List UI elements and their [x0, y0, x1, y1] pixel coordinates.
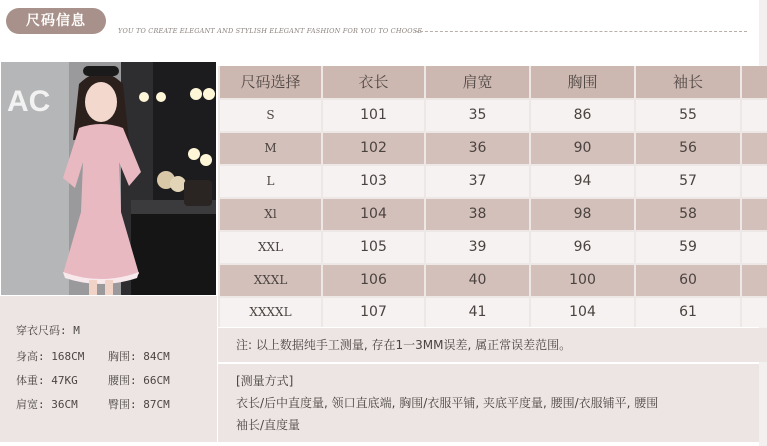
table-cell-sleeve: 58	[636, 199, 740, 230]
table-cell-size: Xl	[220, 199, 321, 230]
table-cell-shoulder: 38	[426, 199, 529, 230]
table-cell-overflow	[742, 298, 767, 327]
model-hip: 臀围: 87CM	[108, 398, 170, 411]
table-cell-bust: 90	[531, 133, 634, 164]
table-cell-length: 107	[323, 298, 424, 327]
model-size: 穿衣尺码: M	[16, 324, 80, 337]
table-cell-shoulder: 37	[426, 166, 529, 197]
table-cell-bust: 98	[531, 199, 634, 230]
table-header-sleeve: 袖长	[636, 66, 740, 98]
table-cell-bust: 104	[531, 298, 634, 327]
table-cell-length: 101	[323, 100, 424, 131]
table-cell-overflow	[742, 265, 767, 296]
table-cell-sleeve: 56	[636, 133, 740, 164]
table-cell-sleeve: 57	[636, 166, 740, 197]
table-header-length: 衣长	[323, 66, 424, 98]
table-cell-size: L	[220, 166, 321, 197]
section-title-badge: 尺码信息	[6, 8, 106, 34]
table-cell-sleeve: 55	[636, 100, 740, 131]
table-cell-size: S	[220, 100, 321, 131]
model-weight: 体重: 47KG	[16, 374, 78, 387]
table-cell-size: XXXL	[220, 265, 321, 296]
table-cell-shoulder: 36	[426, 133, 529, 164]
model-shoulder: 肩宽: 36CM	[16, 398, 78, 411]
table-cell-bust: 86	[531, 100, 634, 131]
table-cell-size: XXL	[220, 232, 321, 263]
table-cell-sleeve: 60	[636, 265, 740, 296]
wall-letters: AC	[7, 85, 51, 118]
table-cell-shoulder: 40	[426, 265, 529, 296]
table-cell-bust: 96	[531, 232, 634, 263]
table-cell-size: XXXXL	[220, 298, 321, 327]
table-header-shoulder: 肩宽	[426, 66, 529, 98]
table-cell-overflow	[742, 166, 767, 197]
table-cell-shoulder: 41	[426, 298, 529, 327]
table-cell-overflow	[742, 199, 767, 230]
header-divider	[415, 31, 747, 32]
table-cell-length: 104	[323, 199, 424, 230]
measurement-method-panel	[218, 364, 759, 442]
table-cell-bust: 100	[531, 265, 634, 296]
table-cell-shoulder: 35	[426, 100, 529, 131]
table-cell-shoulder: 39	[426, 232, 529, 263]
table-cell-size: M	[220, 133, 321, 164]
table-header-bust: 胸围	[531, 66, 634, 98]
model-info-panel	[0, 296, 217, 442]
table-cell-sleeve: 61	[636, 298, 740, 327]
table-cell-overflow	[742, 232, 767, 263]
table-cell-bust: 94	[531, 166, 634, 197]
model-photo	[1, 62, 216, 295]
table-cell-overflow	[742, 133, 767, 164]
size-table	[218, 66, 767, 327]
model-waist: 腰围: 66CM	[108, 374, 170, 387]
table-cell-sleeve: 59	[636, 232, 740, 263]
method-line-1: 衣长/后中直度量, 领口直底端, 胸围/衣服平铺, 夹底平度量, 腰围/衣服铺平, 腰围	[236, 396, 659, 410]
measurement-note: 注: 以上数据纯手工测量, 存在1一3MM误差, 属正常误差范围。	[218, 328, 767, 362]
model-height: 身高: 168CM	[16, 350, 85, 363]
model-bust: 胸围: 84CM	[108, 350, 170, 363]
table-header-size: 尺码选择	[220, 66, 321, 98]
method-line-2: 袖长/直度量	[236, 418, 301, 432]
table-cell-overflow	[742, 100, 767, 131]
table-cell-length: 102	[323, 133, 424, 164]
table-cell-length: 103	[323, 166, 424, 197]
method-title: [测量方式]	[236, 374, 294, 388]
table-cell-length: 105	[323, 232, 424, 263]
table-cell-length: 106	[323, 265, 424, 296]
table-header-overflow	[742, 66, 767, 98]
header-tagline: YOU TO CREATE ELEGANT AND STYLISH ELEGANT FASHION FOR YOU TO CHOOSE	[118, 27, 423, 35]
